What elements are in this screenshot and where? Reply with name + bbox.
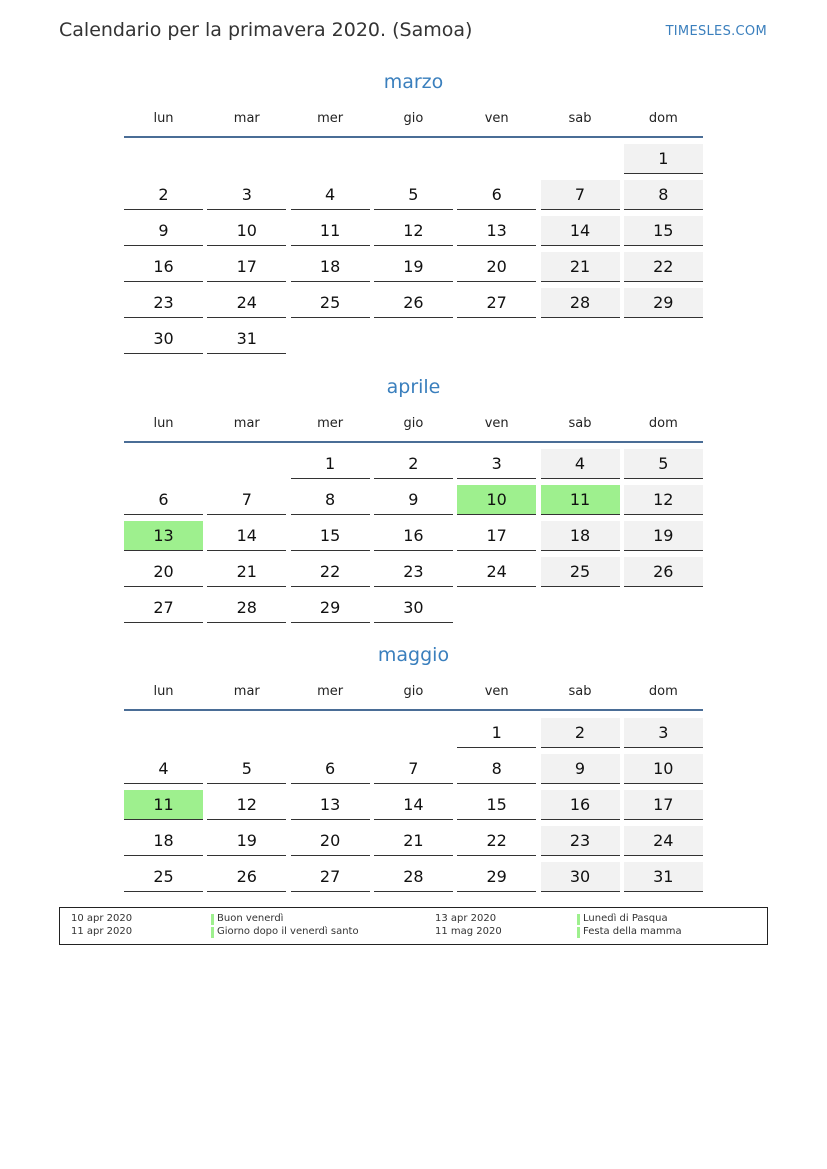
- weekday-label: mer: [317, 416, 344, 431]
- header-divider: [124, 709, 703, 711]
- weekday-label: ven: [484, 111, 509, 126]
- legend-holiday: Festa della mamma: [577, 926, 682, 937]
- holiday-day-cell: 11: [541, 485, 620, 515]
- holiday-color-marker: [577, 927, 580, 938]
- legend-holiday: Buon venerdì: [211, 913, 283, 924]
- day-cell: 8: [291, 485, 370, 515]
- day-cell: 21: [541, 252, 620, 282]
- weekday-label: mer: [317, 111, 344, 126]
- weekday-header-row: [124, 416, 703, 434]
- day-cell: 21: [374, 826, 453, 856]
- weekday-label: ven: [484, 684, 509, 699]
- day-cell: 25: [541, 557, 620, 587]
- day-cell: 9: [541, 754, 620, 784]
- day-cell: 24: [457, 557, 536, 587]
- day-cell: 29: [624, 288, 703, 318]
- legend-holiday: Giorno dopo il venerdì santo: [211, 926, 359, 937]
- day-cell: 12: [374, 216, 453, 246]
- day-cell: 17: [207, 252, 286, 282]
- month-title: maggio: [377, 644, 450, 666]
- day-cell: 10: [624, 754, 703, 784]
- day-cell: 19: [207, 826, 286, 856]
- day-cell: 4: [541, 449, 620, 479]
- day-cell: 31: [207, 324, 286, 354]
- weekday-label: sab: [568, 416, 592, 431]
- day-cell: 19: [624, 521, 703, 551]
- holiday-legend: [59, 907, 768, 945]
- day-cell: 16: [374, 521, 453, 551]
- day-cell: 8: [624, 180, 703, 210]
- day-cell: 6: [124, 485, 203, 515]
- day-cell: 17: [624, 790, 703, 820]
- legend-date: 11 mag 2020: [435, 926, 502, 937]
- page-title: Calendario per la primavera 2020. (Samoa): [59, 19, 473, 41]
- day-cell: 28: [374, 862, 453, 892]
- weekday-label: mar: [233, 111, 260, 126]
- day-cell: 7: [207, 485, 286, 515]
- header-divider: [124, 441, 703, 443]
- legend-date: 11 apr 2020: [71, 926, 133, 937]
- day-cell: 23: [374, 557, 453, 587]
- weekday-label: lun: [153, 684, 174, 699]
- day-cell: 30: [374, 593, 453, 623]
- day-cell: 29: [457, 862, 536, 892]
- day-cell: 18: [541, 521, 620, 551]
- day-cell: 27: [291, 862, 370, 892]
- legend-date: 13 apr 2020: [435, 913, 497, 924]
- day-cell: 30: [124, 324, 203, 354]
- day-cell: 1: [457, 718, 536, 748]
- day-cell: 29: [291, 593, 370, 623]
- legend-date: 10 apr 2020: [71, 913, 133, 924]
- weekday-label: dom: [648, 684, 678, 699]
- day-cell: 8: [457, 754, 536, 784]
- brand-logo-text[interactable]: TIMESLES.COM: [665, 24, 767, 39]
- day-cell: 22: [624, 252, 703, 282]
- day-cell: 23: [541, 826, 620, 856]
- day-cell: 20: [124, 557, 203, 587]
- day-cell: 21: [207, 557, 286, 587]
- day-cell: 15: [291, 521, 370, 551]
- day-cell: 16: [124, 252, 203, 282]
- day-cell: 20: [457, 252, 536, 282]
- day-cell: 14: [207, 521, 286, 551]
- day-cell: 6: [457, 180, 536, 210]
- day-cell: 9: [124, 216, 203, 246]
- day-cell: 26: [374, 288, 453, 318]
- day-cell: 4: [291, 180, 370, 210]
- day-cell: 19: [374, 252, 453, 282]
- day-cell: 12: [624, 485, 703, 515]
- day-cell: 25: [291, 288, 370, 318]
- day-cell: 13: [291, 790, 370, 820]
- day-cell: 3: [624, 718, 703, 748]
- month-title: marzo: [383, 71, 444, 93]
- day-cell: 31: [624, 862, 703, 892]
- day-cell: 24: [207, 288, 286, 318]
- weekday-label: mar: [233, 684, 260, 699]
- day-cell: 27: [457, 288, 536, 318]
- day-cell: 4: [124, 754, 203, 784]
- holiday-color-marker: [211, 927, 214, 938]
- holiday-day-cell: 11: [124, 790, 203, 820]
- day-cell: 5: [624, 449, 703, 479]
- day-cell: 16: [541, 790, 620, 820]
- day-cell: 28: [207, 593, 286, 623]
- day-cell: 18: [124, 826, 203, 856]
- weekday-label: sab: [568, 684, 592, 699]
- day-cell: 3: [207, 180, 286, 210]
- day-cell: 2: [541, 718, 620, 748]
- weekday-label: gio: [403, 416, 424, 431]
- weekday-label: dom: [648, 111, 678, 126]
- month-title: aprile: [386, 376, 441, 398]
- holiday-day-cell: 10: [457, 485, 536, 515]
- day-cell: 22: [291, 557, 370, 587]
- weekday-label: dom: [648, 416, 678, 431]
- day-cell: 23: [124, 288, 203, 318]
- day-cell: 28: [541, 288, 620, 318]
- weekday-label: gio: [403, 111, 424, 126]
- weekday-header-row: [124, 111, 703, 129]
- day-cell: 18: [291, 252, 370, 282]
- weekday-label: ven: [484, 416, 509, 431]
- day-cell: 5: [374, 180, 453, 210]
- day-cell: 15: [457, 790, 536, 820]
- weekday-label: sab: [568, 111, 592, 126]
- day-cell: 26: [207, 862, 286, 892]
- day-cell: 24: [624, 826, 703, 856]
- day-cell: 1: [291, 449, 370, 479]
- day-cell: 12: [207, 790, 286, 820]
- day-cell: 17: [457, 521, 536, 551]
- day-cell: 14: [541, 216, 620, 246]
- weekday-label: mar: [233, 416, 260, 431]
- day-cell: 6: [291, 754, 370, 784]
- day-cell: 3: [457, 449, 536, 479]
- day-cell: 7: [374, 754, 453, 784]
- day-cell: 20: [291, 826, 370, 856]
- day-cell: 2: [124, 180, 203, 210]
- weekday-label: gio: [403, 684, 424, 699]
- day-cell: 2: [374, 449, 453, 479]
- holiday-color-marker: [577, 914, 580, 925]
- day-cell: 9: [374, 485, 453, 515]
- header-divider: [124, 136, 703, 138]
- holiday-color-marker: [211, 914, 214, 925]
- day-cell: 22: [457, 826, 536, 856]
- day-cell: 13: [457, 216, 536, 246]
- legend-holiday: Lunedì di Pasqua: [577, 913, 668, 924]
- weekday-label: lun: [153, 111, 174, 126]
- day-cell: 5: [207, 754, 286, 784]
- day-cell: 25: [124, 862, 203, 892]
- day-cell: 15: [624, 216, 703, 246]
- day-cell: 30: [541, 862, 620, 892]
- day-cell: 27: [124, 593, 203, 623]
- day-cell: 10: [207, 216, 286, 246]
- day-cell: 7: [541, 180, 620, 210]
- weekday-label: lun: [153, 416, 174, 431]
- holiday-day-cell: 13: [124, 521, 203, 551]
- weekday-label: mer: [317, 684, 344, 699]
- day-cell: 1: [624, 144, 703, 174]
- day-cell: 11: [291, 216, 370, 246]
- day-cell: 14: [374, 790, 453, 820]
- weekday-header-row: [124, 684, 703, 702]
- day-cell: 26: [624, 557, 703, 587]
